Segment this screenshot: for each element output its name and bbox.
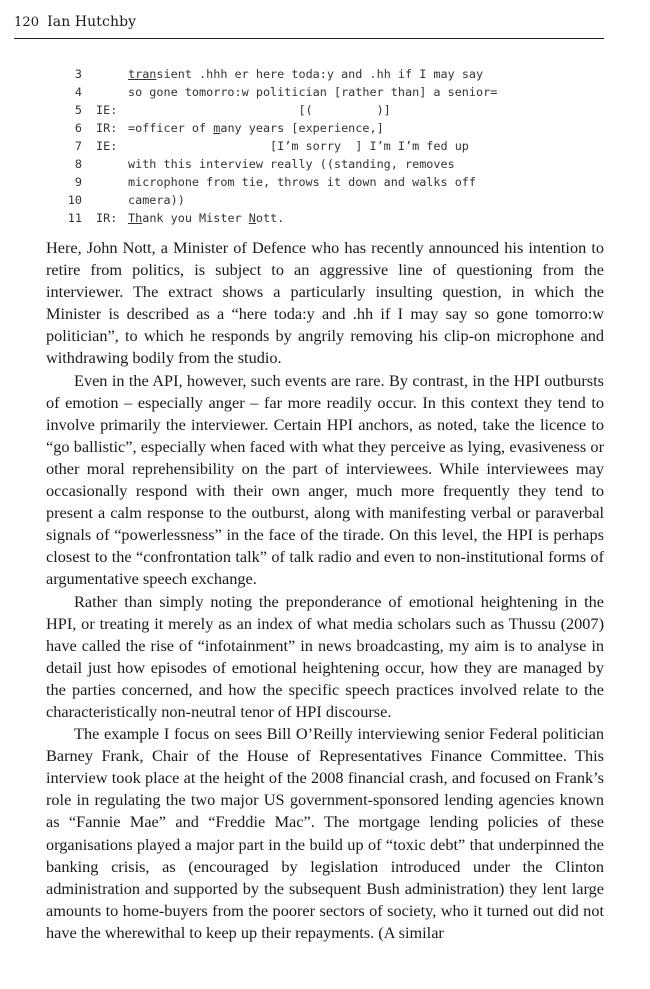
line-number: 4: [74, 85, 82, 99]
transcript-line: [46, 65, 606, 83]
line-number: 7: [74, 139, 82, 153]
utterance: [128, 119, 384, 137]
transcript-line: [46, 101, 606, 119]
transcript-line: [46, 173, 606, 191]
page-number: 120: [14, 15, 40, 30]
utterance: [128, 209, 284, 227]
running-header-author: Ian Hutchby: [47, 14, 137, 30]
utterance: [128, 137, 469, 155]
underlined-segment: tran: [128, 67, 157, 81]
transcript-line: [46, 83, 606, 101]
line-number: 3: [74, 67, 82, 81]
utterance-segment: microphone from tie, throws it down and walks off: [128, 175, 477, 189]
transcript-line: [46, 191, 606, 209]
line-number: 10: [67, 193, 82, 207]
utterance-segment: camera)): [128, 193, 185, 207]
transcript-line: [46, 209, 606, 227]
utterance: [128, 191, 185, 209]
utterance: [128, 83, 497, 101]
utterance-segment: sient .hhh er here toda:y and .hh if I may say: [156, 67, 484, 81]
utterance-segment: [( )]: [128, 103, 391, 117]
underlined-segment: m: [213, 121, 221, 135]
utterance: [128, 65, 483, 83]
utterance-segment: with this interview really ((standing, removes: [128, 157, 455, 171]
body-text: [46, 237, 604, 944]
speaker-label: IE:: [96, 139, 118, 153]
speaker-label: IR:: [96, 121, 118, 135]
utterance-segment: so gone tomorro:w politician [rather than] a senior=: [128, 85, 498, 99]
utterance: [128, 173, 476, 191]
body-paragraph: Here, John Nott, a Minister of Defence who has recently announced his intention to retire from politics, is subject to an aggressive line of questioning from the interviewer. The extract shows a particularly insulting question, in which the Minister is described as a “here toda:y and .hh if I may say so gone tomorro:w politician”, to which he responds by angrily removing his clip-on microphone and withdrawing bodily from the studio.: [46, 238, 604, 368]
utterance-segment: ank you Mister: [142, 211, 249, 225]
utterance: [128, 155, 455, 173]
utterance-segment: [I’m sorry ] I’m I’m fed up: [128, 139, 469, 153]
speaker-label: IR:: [96, 211, 118, 225]
utterance-segment: any years [experience,]: [220, 121, 384, 135]
line-number: 6: [74, 121, 82, 135]
line-number: 9: [74, 175, 82, 189]
body-paragraph: Even in the API, however, such events are rare. By contrast, in the HPI outbursts of emotion – especially anger – far more readily occur. In this context they tend to involve primarily the interviewer. Certain HPI anchors, as noted, take the licence to “go ballistic”, especially when faced with what they perceive as lying, evasiveness or other moral reprehensibility on the part of interviewees. While interviewees may occasionally respond with their own anger, much more frequently they tend to present a calm response to the outburst, along with manifesting verbal or paraverbal signals of “powerlessness” in the face of the tirade. On this level, the HPI is perhaps closest to the “confrontation talk” of talk radio and even to non-institutional forms of argumentative speech exchange.: [46, 370, 604, 589]
utterance-segment: ott.: [255, 211, 285, 225]
speaker-label: IE:: [96, 103, 118, 117]
utterance-segment: =officer of: [128, 121, 214, 135]
body-paragraph: The example I focus on sees Bill O’Reilly interviewing senior Federal politician Barney Frank, Chair of the House of Representatives Finance Committee. This interview took place at the height of the 2008 financial crash, and focused on Frank’s role in regulating the two major US government-sponsored lending agencies known as “Fannie Mae” and “Freddie Mac”. The mortgage lending policies of these organisations played a major part in the build up of “toxic debt” that underpinned the banking crisis, as (encouraged by legislation introduced under the Clinton administration and supported by the subsequent Bush administration) they lent large amounts to home-buyers from the poorer sectors of society, who it turned out did not have the wherewithal to keep up their repayments. (A similar: [46, 724, 604, 942]
underlined-segment: Th: [128, 211, 143, 225]
line-number: 11: [67, 211, 82, 225]
transcript-line: [46, 137, 606, 155]
transcript-extract: [46, 65, 606, 227]
running-header: [14, 14, 604, 39]
transcript-line: [46, 155, 606, 173]
line-number: 8: [74, 157, 82, 171]
line-number: 5: [74, 103, 82, 117]
body-paragraph: Rather than simply noting the preponderance of emotional heightening in the HPI, or treating it merely as an index of what media scholars such as Thussu (2007) have called the rise of “infotainment” in news broadcasting, my aim is to analyse in detail just how episodes of emotional heightening occur, how they are managed by the parties concerned, and how the specific speech practices involved relate to the characteristically non-neutral tenor of HPI discourse.: [46, 591, 604, 721]
underlined-segment: N: [248, 211, 256, 225]
transcript-line: [46, 119, 606, 137]
utterance: [128, 101, 391, 119]
